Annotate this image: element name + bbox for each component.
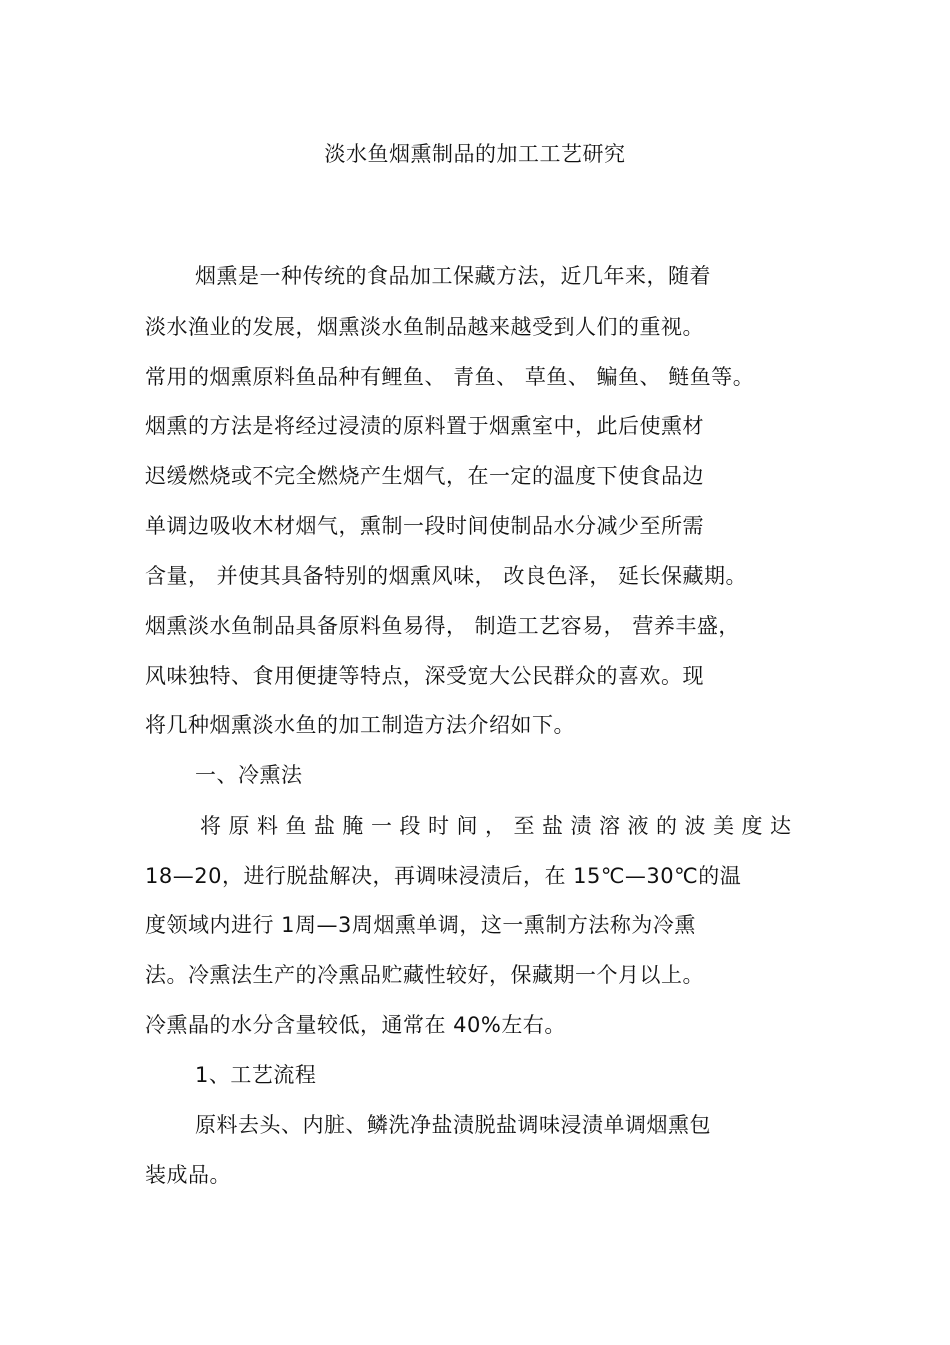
section-heading: 一、冷熏法: [195, 763, 303, 787]
paragraph-line: 18—20，进行脱盐解决，再调味浸渍后，在 15℃—30℃的温: [145, 864, 742, 888]
subsection-heading: 1、工艺流程: [195, 1063, 317, 1087]
paragraph-line: 将原料鱼盐腌一段时间，至盐渍溶液的波美度达: [200, 814, 799, 838]
paragraph-line: 风味独特、食用便捷等特点，深受宽大公民群众的喜欢。现: [145, 664, 704, 688]
paragraph-line: 装成品。: [145, 1163, 231, 1187]
paragraph-line: 将几种烟熏淡水鱼的加工制造方法介绍如下。: [145, 713, 575, 737]
paragraph-line: 单调边吸收木材烟气，熏制一段时间使制品水分减少至所需: [145, 514, 704, 538]
paragraph-line: 含量， 并使其具备特别的烟熏风味， 改良色泽， 延长保藏期。: [145, 564, 748, 588]
paragraph-line: 冷熏晶的水分含量较低，通常在 40%左右。: [145, 1013, 566, 1037]
paragraph-line: 度领域内进行 1周—3周烟熏单调，这一熏制方法称为冷熏: [145, 913, 696, 937]
paragraph-line: 常用的烟熏原料鱼品种有鲤鱼、 青鱼、 草鱼、 鳊鱼、 鲢鱼等。: [145, 365, 755, 389]
paragraph-line: 烟熏是一种传统的食品加工保藏方法，近几年来，随着: [195, 264, 711, 288]
paragraph-line: 烟熏淡水鱼制品具备原料鱼易得， 制造工艺容易， 营养丰盛，: [145, 614, 740, 638]
paragraph-line: 迟缓燃烧或不完全燃烧产生烟气，在一定的温度下使食品边: [145, 464, 704, 488]
paragraph-line: 烟熏的方法是将经过浸渍的原料置于烟熏室中，此后使熏材: [145, 414, 704, 438]
paragraph-line: 淡水渔业的发展，烟熏淡水鱼制品越来越受到人们的重视。: [145, 315, 704, 339]
document-title: 淡水鱼烟熏制品的加工工艺研究: [324, 142, 626, 166]
paragraph-line: 法。冷熏法生产的冷熏品贮藏性较好，保藏期一个月以上。: [145, 963, 704, 987]
paragraph-line: 原料去头、内脏、鳞洗净盐渍脱盐调味浸渍单调烟熏包: [195, 1113, 711, 1137]
